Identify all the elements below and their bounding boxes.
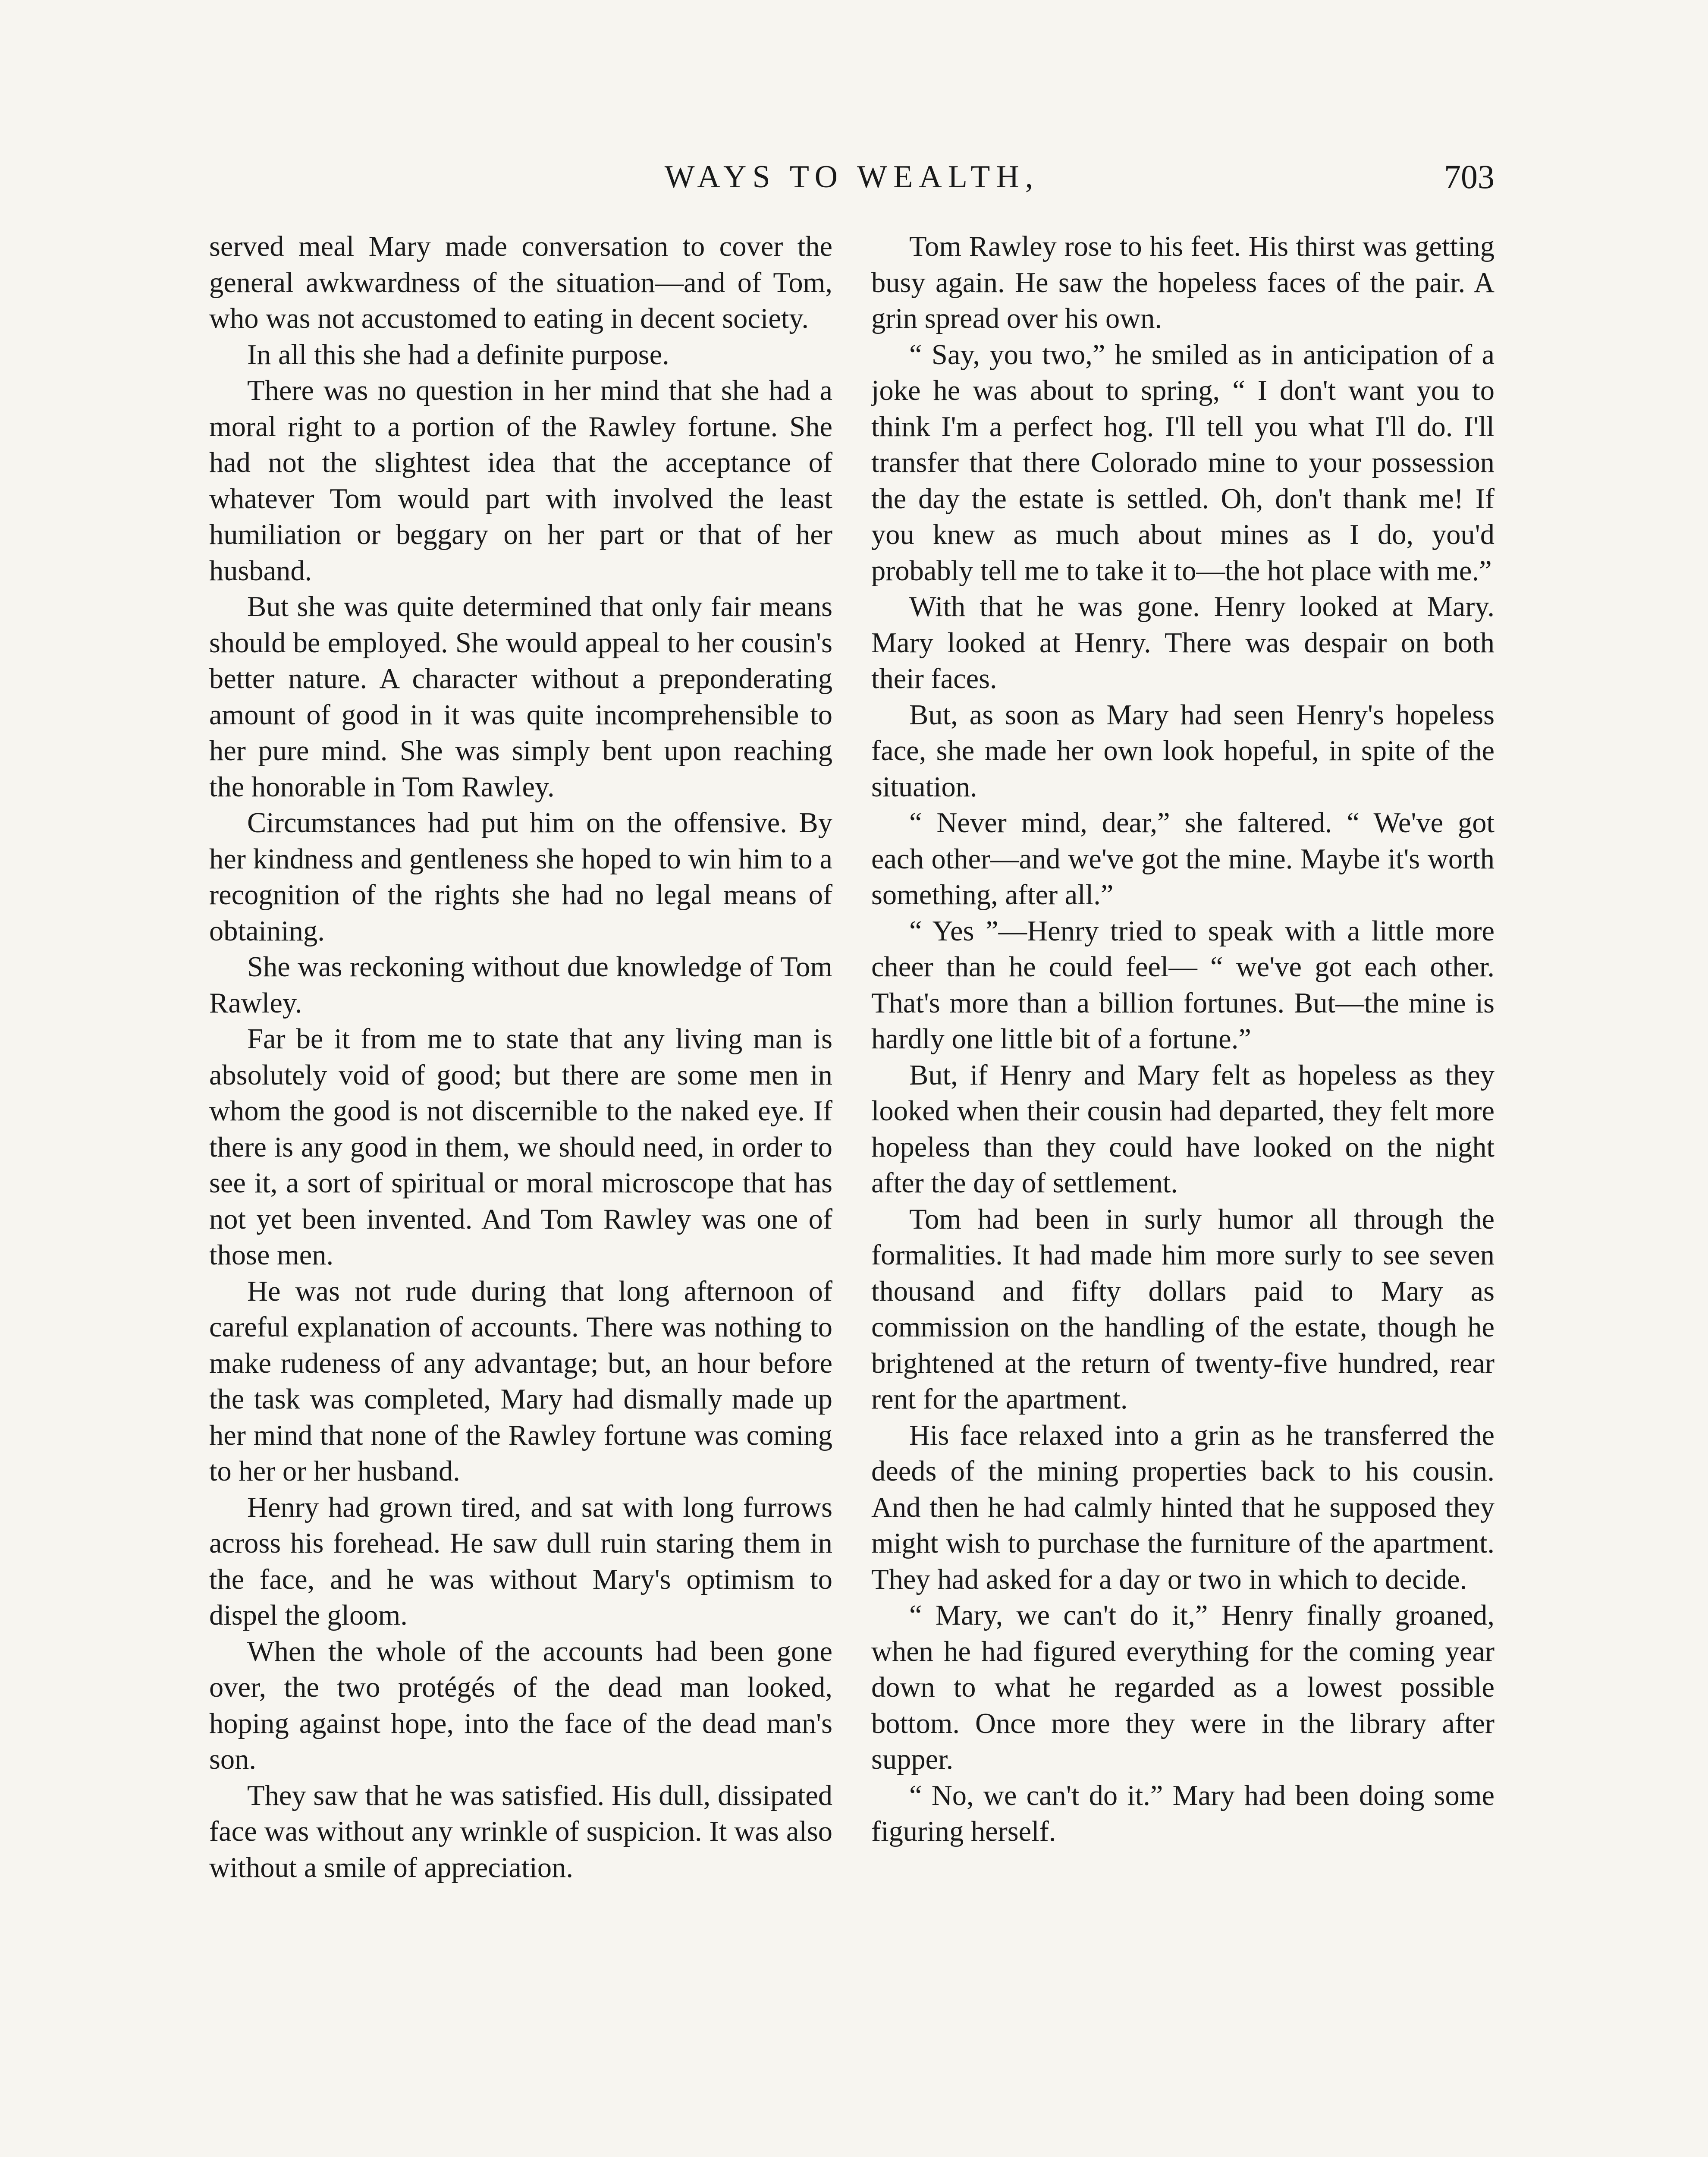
- paragraph: “ Yes ”—Henry tried to speak with a little more cheer than he could feel— “ we've got each other. That's more than a billion fortunes. But—the mine is hardly one little bit of a fortune.”: [871, 915, 1494, 1055]
- paragraph: They saw that he was satisfied. His dull, dissipated face was without any wrinkle of suspicion. It was also without a smile of appreciation.: [209, 1780, 832, 1883]
- paragraph: “ Say, you two,” he smiled as in anticipation of a joke he was about to spring, “ I don't want you to think I'm a perfect hog. I'll tell you what I'll do. I'll transfer that there Colorado mine to your possession the day the estate is settled. Oh, don't thank me! If you knew as much about mines as I do, you'd probably tell me to take it to—the hot place with me.”: [871, 339, 1494, 587]
- paragraph: Tom Rawley rose to his feet. His thirst was getting busy again. He saw the hopeless faces of the pair. A grin spread over his own.: [871, 231, 1494, 334]
- paragraph: “ No, we can't do it.” Mary had been doing some figuring herself.: [871, 1780, 1494, 1847]
- paragraph: With that he was gone. Henry looked at Mary. Mary looked at Henry. There was despair on both their faces.: [871, 591, 1494, 695]
- paragraph: There was no question in her mind that she had a moral right to a portion of the Rawley fortune. She had not the slightest idea that the acceptance of whatever Tom would part with involved the least humiliation or beggary on her part or that of her husband.: [209, 375, 832, 587]
- left-column: [209, 229, 832, 2157]
- paragraph: She was reckoning without due knowledge of Tom Rawley.: [209, 951, 832, 1019]
- paragraph: Far be it from me to state that any living man is absolutely void of good; but there are some men in whom the good is not discernible to the naked eye. If there is any good in them, we should need, in order to see it, a sort of spiritual or moral microscope that has not yet been invented. And Tom Rawley was one of those men.: [209, 1023, 832, 1271]
- paragraph: But she was quite determined that only fair means should be employed. She would appeal to her cousin's better nature. A character without a preponderating amount of good in it was quite incomprehensible to her pure mind. She was simply bent upon reaching the honorable in Tom Rawley.: [209, 591, 832, 803]
- paragraph: Henry had grown tired, and sat with long furrows across his forehead. He saw dull ruin staring them in the face, and he was without Mary's optimism to dispel the gloom.: [209, 1491, 832, 1631]
- paragraph: He was not rude during that long afternoon of careful explanation of accounts. There was nothing to make rudeness of any advantage; but, an hour before the task was completed, Mary had dismally made up her mind that none of the Rawley fortune was coming to her or her husband.: [209, 1275, 832, 1487]
- paragraph: Circumstances had put him on the offensive. By her kindness and gentleness she hoped to win him to a recognition of the rights she had no legal means of obtaining.: [209, 807, 832, 947]
- paragraph: In all this she had a definite purpose.: [247, 339, 669, 371]
- paragraph: His face relaxed into a grin as he transferred the deeds of the mining properties back to his cousin. And then he had calmly hinted that he supposed they might wish to purchase the furniture of the apartment. They had asked for a day or two in which to decide.: [871, 1419, 1494, 1595]
- paragraph: served meal Mary made conversation to cover the general awkwardness of the situation—and of Tom, who was not accustomed to eating in decent society.: [209, 231, 832, 334]
- paragraph: But, if Henry and Mary felt as hopeless as they looked when their cousin had departed, they felt more hopeless than they could have looked on the night after the day of settlement.: [871, 1059, 1494, 1199]
- paragraph: “ Mary, we can't do it,” Henry finally groaned, when he had figured everything for the coming year down to what he regarded as a lowest possible bottom. Once more they were in the library after supper.: [871, 1600, 1494, 1775]
- page-header: [209, 153, 1494, 201]
- paragraph: But, as soon as Mary had seen Henry's hopeless face, she made her own look hopeful, in spite of the situation.: [871, 699, 1494, 803]
- running-title: WAYS TO WEALTH,: [664, 159, 1039, 195]
- paragraph: “ Never mind, dear,” she faltered. “ We've got each other—and we've got the mine. Maybe it's worth something, after all.”: [871, 807, 1494, 911]
- right-column: [871, 229, 1494, 2157]
- paragraph: When the whole of the accounts had been gone over, the two protégés of the dead man looked, hoping against hope, into the face of the dead man's son.: [209, 1635, 832, 1775]
- paragraph: Tom had been in surly humor all through the formalities. It had made him more surly to see seven thousand and fifty dollars paid to Mary as commission on the handling of the estate, though he brightened at the return of twenty-five hundred, rear rent for the apartment.: [871, 1203, 1494, 1415]
- page-number: 703: [1444, 158, 1494, 195]
